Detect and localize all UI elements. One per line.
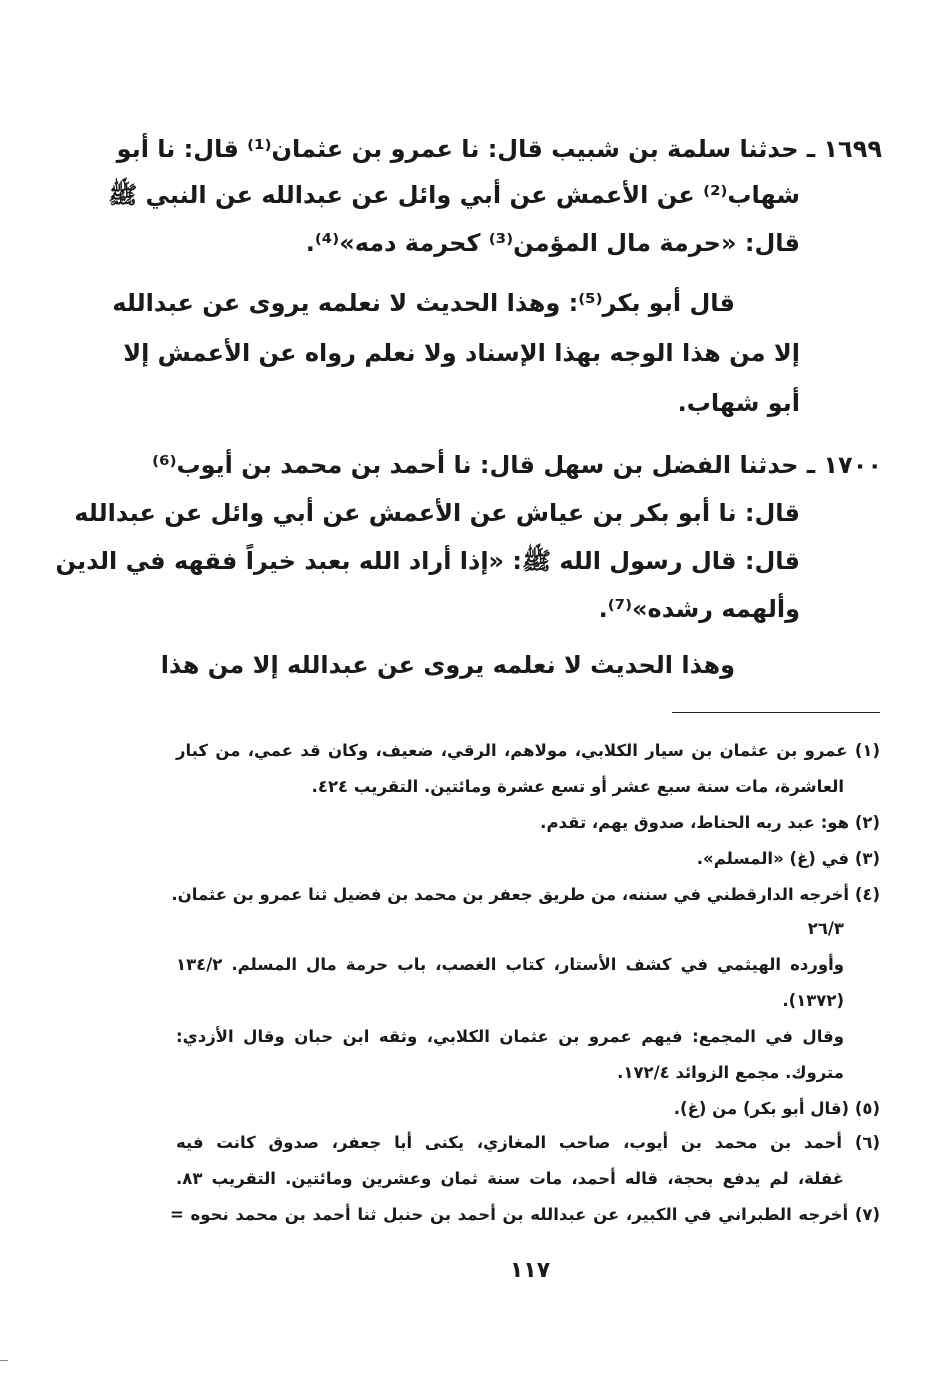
- footnote-6-line-1: (٦) أحمد بن محمد بن أيوب، صاحب المغازي، يكنى أبا جعفر، صدوق كانت فيه: [176, 1133, 880, 1152]
- footnote-1-line-2: العاشرة، مات سنة سبع عشر أو تسع عشرة ومائتين. التقريب ٤٢٤.: [311, 777, 844, 796]
- hadith-1699-commentary-line-2: إلا من هذا الوجه بهذا الإسناد ولا نعلم رواه عن الأعمش إلا: [123, 339, 800, 367]
- footnote-4-line-6: متروك. مجمع الزوائد ١٧٢/٤.: [617, 1063, 844, 1082]
- hadith-1700-line-1: ١٧٠٠ ـ حدثنا الفضل بن سهل قال: نا أحمد بن محمد بن أيوب⁽⁶⁾: [152, 451, 882, 479]
- page-number: ١١٧: [509, 1258, 551, 1283]
- footnote-separator: [672, 712, 880, 713]
- footnote-5: (٥) (قال أبو بكر) من (غ).: [673, 1099, 880, 1118]
- footnote-2: (٢) هو: عبد ربه الحناط، صدوق يهم، تقدم.: [540, 813, 880, 832]
- hadith-1699-commentary-line-1: قال أبو بكر⁽⁵⁾: وهذا الحديث لا نعلمه يروى عن عبدالله: [112, 289, 735, 317]
- hadith-1700-commentary-line-1: وهذا الحديث لا نعلمه يروى عن عبدالله إلا من هذا: [160, 651, 735, 679]
- footnote-4-line-1: (٤) أخرجه الدارقطني في سننه، من طريق جعفر بن محمد بن فضيل ثنا عمرو بن عثمان.: [171, 885, 880, 904]
- footnote-4-line-5: وقال في المجمع: فيهم عمرو بن عثمان الكلابي، وثقه ابن حبان وقال الأزدي:: [176, 1027, 844, 1046]
- hadith-1700-line-2: قال: نا أبو بكر بن عياش عن الأعمش عن أبي وائل عن عبدالله: [74, 499, 800, 527]
- footnote-1-line-1: (١) عمرو بن عثمان بن سيار الكلابي، مولاهم، الرقي، ضعيف، وكان قد عمي، من كبار: [176, 741, 880, 760]
- hadith-1699-commentary-line-3: أبو شهاب.: [677, 389, 800, 417]
- scan-edge-mark: [0, 1360, 8, 1361]
- footnote-6-line-2: غفلة، لم يدفع بحجة، قاله أحمد، مات سنة ثمان وعشرين ومائتين. التقريب ٨٣.: [176, 1169, 844, 1188]
- footnote-4-line-4: (١٣٧٢).: [782, 991, 844, 1010]
- hadith-1700-line-4: وألهمه رشده»⁽⁷⁾.: [598, 595, 800, 623]
- footnote-3: (٣) في (غ) «المسلم».: [696, 849, 880, 868]
- hadith-1699-line-2: شهاب⁽²⁾ عن الأعمش عن أبي وائل عن عبدالله عن النبي ﷺ: [108, 181, 800, 209]
- hadith-1699-line-3: قال: «حرمة مال المؤمن⁽³⁾ كحرمة دمه»⁽⁴⁾.: [305, 229, 800, 257]
- footnote-4-line-2: ٢٦/٣: [807, 919, 844, 938]
- footnote-7-line-1: (٧) أخرجه الطبراني في الكبير، عن عبدالله بن أحمد بن حنبل ثنا أحمد بن محمد نحوه =: [170, 1205, 880, 1224]
- footnote-4-line-3: وأورده الهيثمي في كشف الأستار، كتاب الغصب، باب حرمة مال المسلم. ١٣٤/٢: [176, 955, 844, 974]
- hadith-1699-line-1: ١٦٩٩ ـ حدثنا سلمة بن شبيب قال: نا عمرو بن عثمان⁽¹⁾ قال: نا أبو: [116, 135, 882, 163]
- hadith-1700-line-3: قال: قال رسول الله ﷺ: «إذا أراد الله بعبد خيراً فقهه في الدين: [55, 547, 800, 575]
